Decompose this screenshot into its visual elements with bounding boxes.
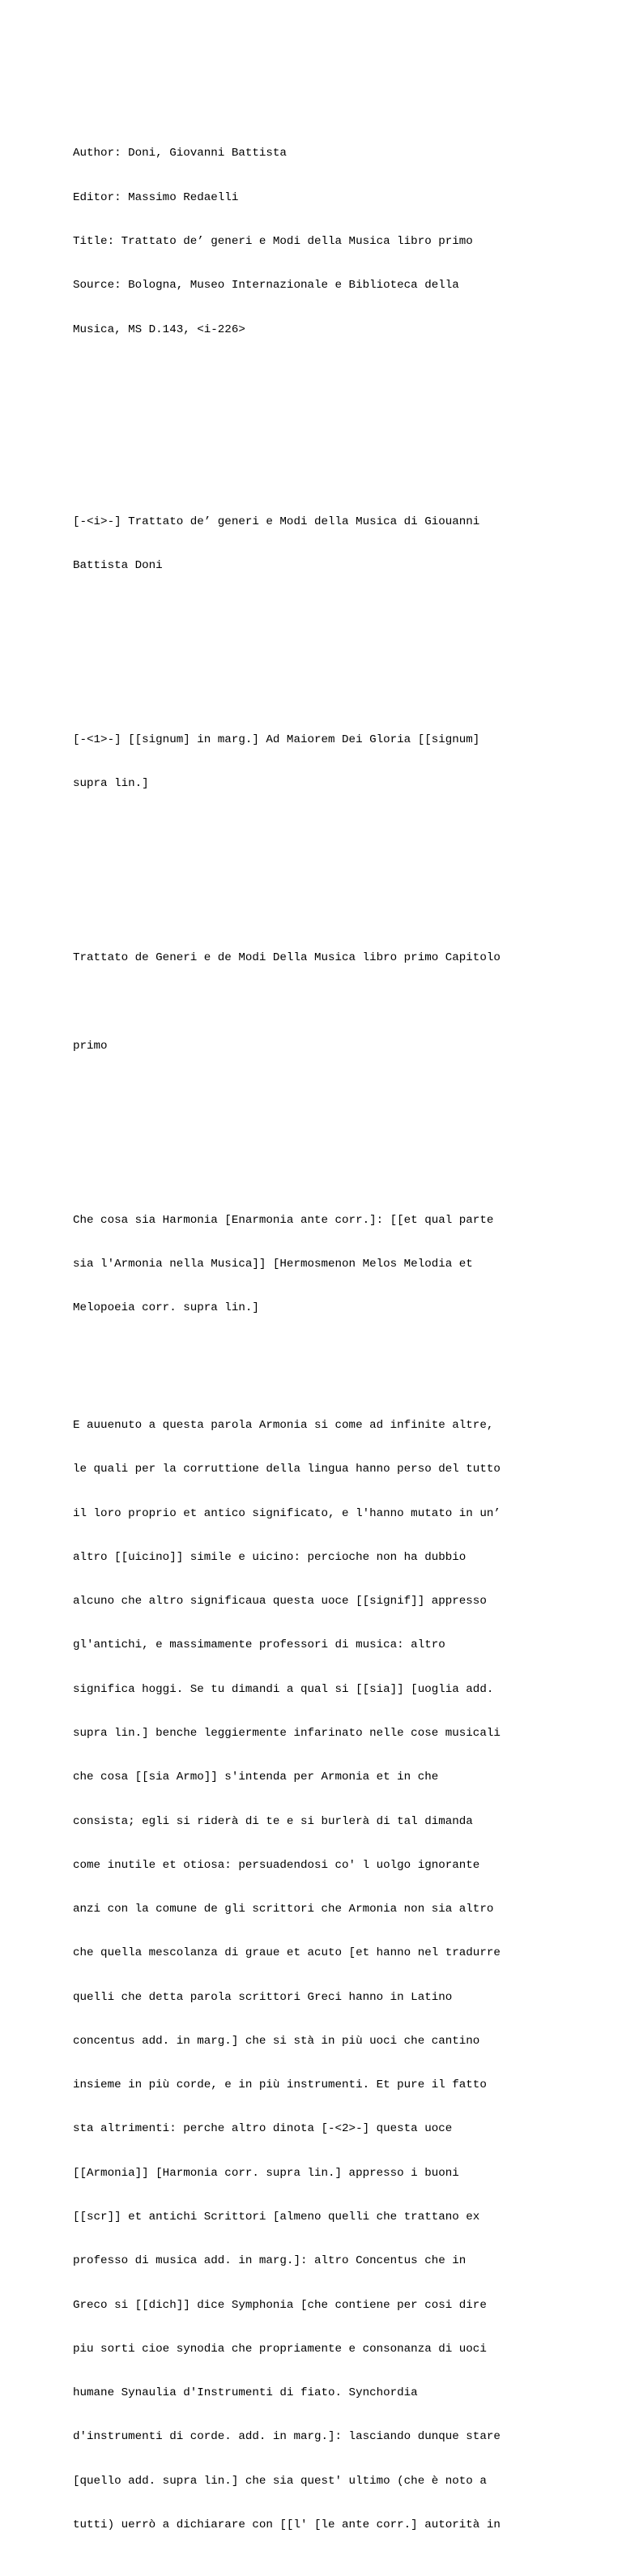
invocation-line: [-<1>-] [[signum] in marg.] Ad Maiorem Dei Gloria [[signum]	[73, 733, 480, 746]
chapter-heading-line: Che cosa sia Harmonia [Enarmonia ante corr.]: [[et qual parte	[73, 1213, 494, 1227]
chapter-heading	[73, 1183, 607, 1344]
work-heading-line: Battista Doni	[73, 558, 163, 572]
body-line: [quello add. supra lin.] che sia quest' ultimo (che è noto a	[73, 2474, 487, 2488]
body-line: quelli che detta parola scrittori Greci hanno in Latino	[73, 1990, 453, 2004]
body-line: Greco si [[dich]] dice Symphonia [che contiene per cosi dire	[73, 2298, 487, 2312]
body-line: come inutile et otiosa: persuadendosi co' l uolgo ignorante	[73, 1858, 480, 1872]
source-line-continued: Musica, MS D.143, <i-226>	[73, 323, 245, 336]
body-line: anzi con la comune de gli scrittori che Armonia non sia altro	[73, 1903, 494, 1916]
body-line: alcuno che altro significaua questa uoce [[signif]] appresso	[73, 1595, 487, 1608]
body-line: le quali per la corruttione della lingua hanno perso del tutto	[73, 1463, 501, 1476]
body-line: che cosa [[sia Armo]] s'intenda per Armonia et in che	[73, 1771, 439, 1784]
work-heading-line: [-<i>-] Trattato de’ generi e Modi della Musica di Giouanni	[73, 515, 480, 528]
body-line: significa hoggi. Se tu dimandi a qual si [[sia]] [uoglia add.	[73, 1682, 494, 1696]
invocation	[73, 703, 607, 821]
body-line: consista; egli si riderà di te e si burlerà di tal dimanda	[73, 1814, 473, 1828]
body-line: piu sorti cioe synodia che propriamente e consonanza di uoci	[73, 2342, 487, 2356]
body-line: che quella mescolanza di graue et acuto [et hanno nel tradurre	[73, 1946, 501, 1960]
chapter-heading-line: sia l'Armonia nella Musica]] [Hermosmenon Melos Melodia et	[73, 1257, 473, 1271]
book-title-line: primo	[73, 1039, 108, 1053]
chapter-heading-line: Melopoeia corr. supra lin.]	[73, 1301, 259, 1315]
work-heading	[73, 485, 607, 602]
body-line: gl'antichi, e massimamente professori di musica: altro	[73, 1638, 445, 1652]
body-line: concentus add. in marg.] che si stà in più uoci che cantino	[73, 2034, 480, 2048]
book-title	[73, 921, 607, 1083]
invocation-line: supra lin.]	[73, 777, 149, 791]
document-page	[73, 88, 607, 2576]
book-title-line: Trattato de Generi e de Modi Della Musica libro primo Capitolo	[73, 951, 501, 965]
title-line: Title: Trattato de’ generi e Modi della Musica libro primo	[73, 234, 473, 248]
body-line: E auuenuto a questa parola Armonia si come ad infinite altre,	[73, 1418, 494, 1432]
metadata-block	[73, 117, 607, 366]
body-text	[73, 1389, 607, 2562]
body-line: il loro proprio et antico significato, e l'hanno mutato in un’	[73, 1506, 501, 1520]
body-line: insieme in più corde, e in più instrumenti. Et pure il fatto	[73, 2078, 487, 2092]
body-line: humane Synaulia d'Instrumenti di fiato. Synchordia	[73, 2386, 418, 2400]
body-line: [[Armonia]] [Harmonia corr. supra lin.] appresso i buoni	[73, 2166, 459, 2180]
body-line: sta altrimenti: perche altro dinota [-<2>-] questa uoce	[73, 2122, 453, 2136]
body-line: professo di musica add. in marg.]: altro Concentus che in	[73, 2254, 466, 2268]
author-line: Author: Doni, Giovanni Battista	[73, 147, 287, 160]
body-line: supra lin.] benche leggiermente infarinato nelle cose musicali	[73, 1726, 501, 1740]
body-line: altro [[uicino]] simile e uicino: percioche non ha dubbio	[73, 1550, 466, 1564]
editor-line: Editor: Massimo Redaelli	[73, 190, 239, 204]
body-line: [[scr]] et antichi Scrittori [almeno quelli che trattano ex	[73, 2211, 480, 2224]
body-line: tutti) uerrò a dichiarare con [[l' [le ante corr.] autorità in	[73, 2518, 501, 2531]
source-line: Source: Bologna, Museo Internazionale e Biblioteca della	[73, 279, 459, 293]
body-line: d'instrumenti di corde. add. in marg.]: lasciando dunque stare	[73, 2430, 501, 2444]
